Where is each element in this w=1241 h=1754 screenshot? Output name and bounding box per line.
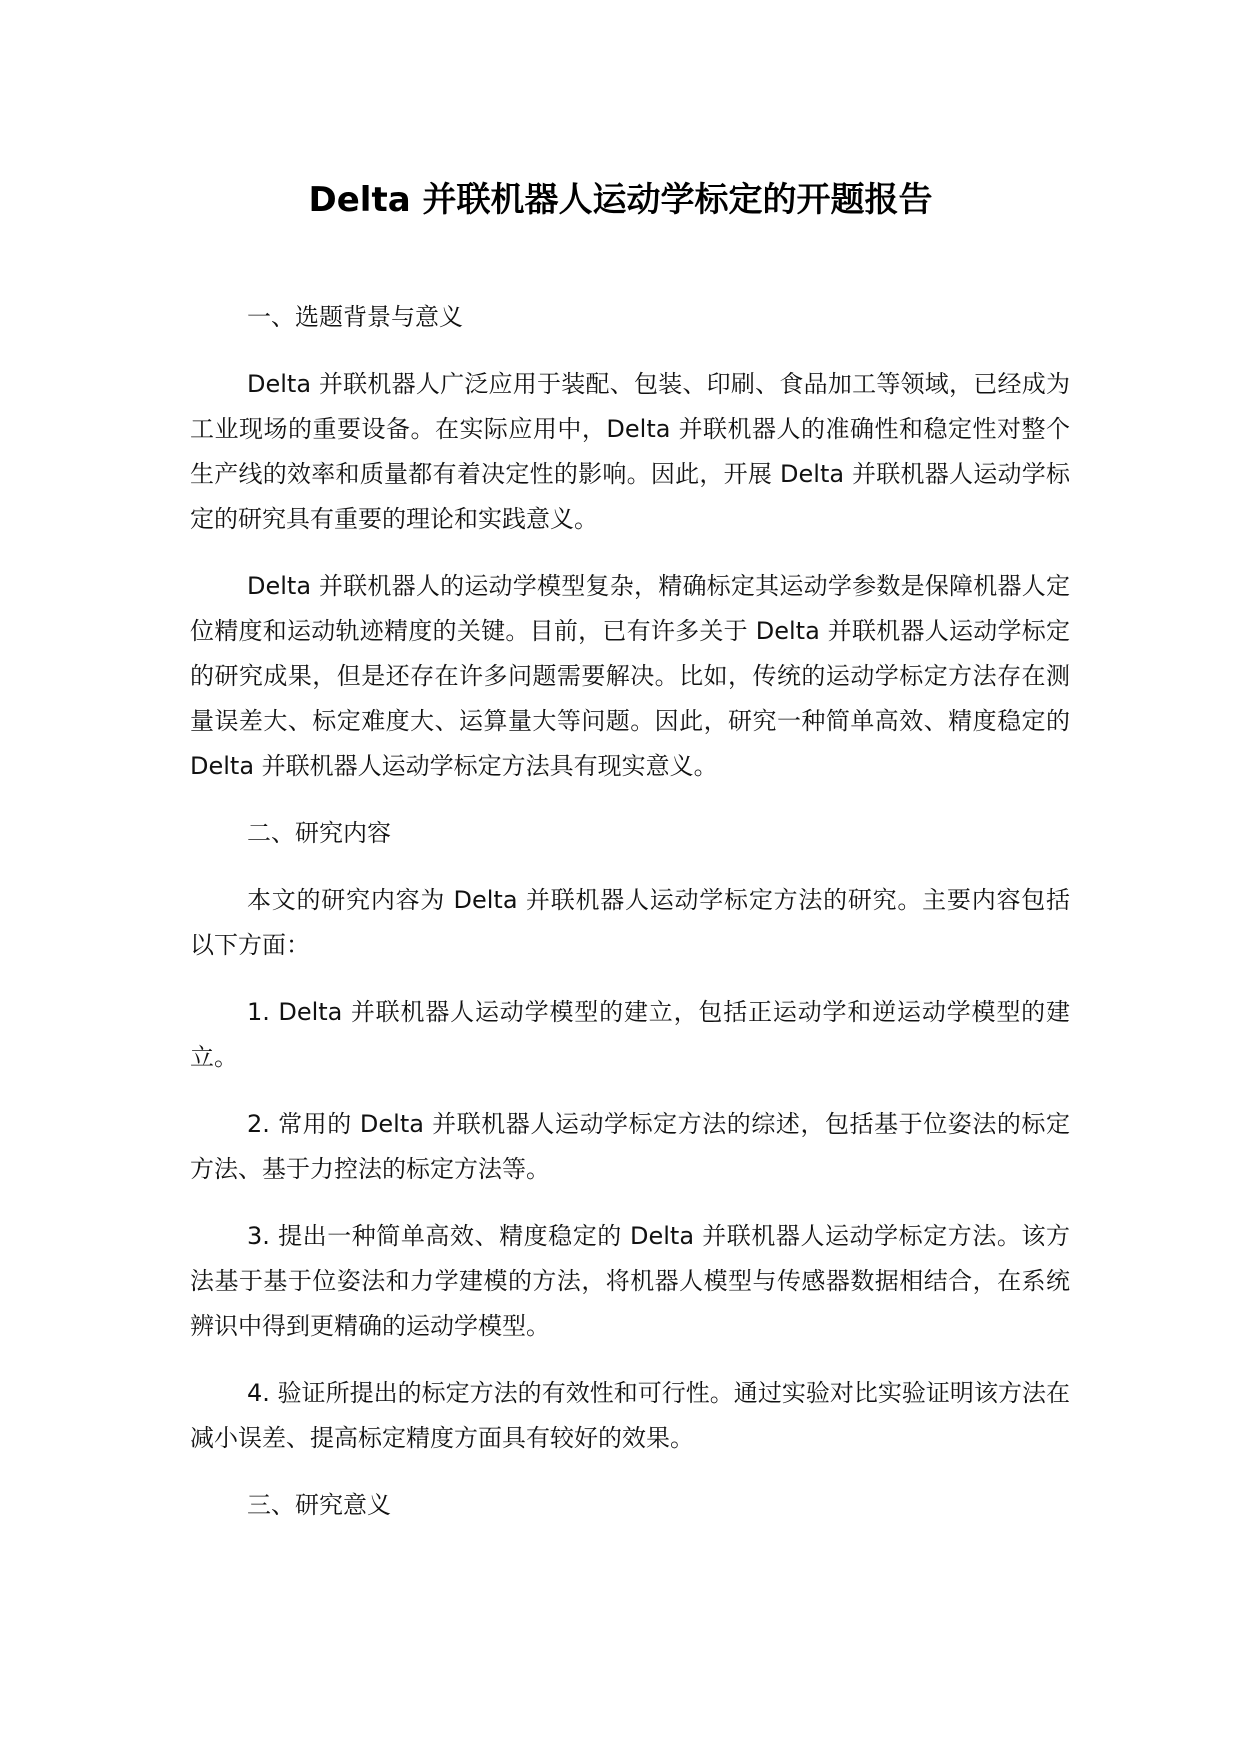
- list-item-1: 1. Delta 并联机器人运动学模型的建立，包括正运动学和逆运动学模型的建立。: [190, 998, 1070, 1071]
- list-item-2: 2. 常用的 Delta 并联机器人运动学标定方法的综述，包括基于位姿法的标定方法、基于力控法的标定方法等。: [190, 1110, 1070, 1183]
- list-item-3: 3. 提出一种简单高效、精度稳定的 Delta 并联机器人运动学标定方法。该方法基于基于位姿法和力学建模的方法，将机器人模型与传感器数据相结合，在系统辨识中得到更精确的运动学模型。: [190, 1222, 1070, 1340]
- section-heading-content: 二、研究内容: [247, 819, 391, 847]
- section-heading-significance: 三、研究意义: [247, 1491, 391, 1519]
- list-item-4: 4. 验证所提出的标定方法的有效性和可行性。通过实验对比实验证明该方法在减小误差、提高标定精度方面具有较好的效果。: [190, 1379, 1070, 1452]
- paragraph-background-1: Delta 并联机器人广泛应用于装配、包装、印刷、食品加工等领域，已经成为工业现场的重要设备。在实际应用中，Delta 并联机器人的准确性和稳定性对整个生产线的效率和质量都有着决定性的影响。因此，开展 Delta 并联机器人运动学标定的研究具有重要的理论和实践意义。: [190, 370, 1070, 533]
- section-heading-background: 一、选题背景与意义: [247, 303, 463, 331]
- document-body: [190, 295, 1070, 1550]
- document-title: Delta 并联机器人运动学标定的开题报告: [308, 180, 933, 220]
- paragraph-content-intro: 本文的研究内容为 Delta 并联机器人运动学标定方法的研究。主要内容包括以下方面：: [190, 886, 1070, 959]
- paragraph-background-2: Delta 并联机器人的运动学模型复杂，精确标定其运动学参数是保障机器人定位精度和运动轨迹精度的关键。目前，已有许多关于 Delta 并联机器人运动学标定的研究成果，但是还存在许多问题需要解决。比如，传统的运动学标定方法存在测量误差大、标定难度大、运算量大等问题。因此，研究一种简单高效、精度稳定的 Delta 并联机器人运动学标定方法具有现实意义。: [190, 572, 1070, 780]
